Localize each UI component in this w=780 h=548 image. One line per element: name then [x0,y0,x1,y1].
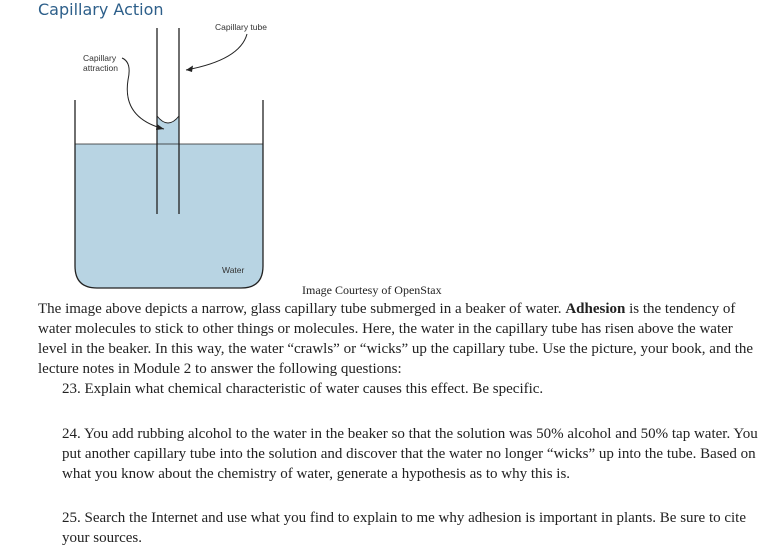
label-water: Water [222,265,245,275]
intro-text-2: is the tendency of water molecules to stick to other things or molecules. Here, the water in the capillary tube has risen above the water level in the beaker. In this way, the water “crawls” or “wicks” up the capillary tube. Use the picture, your book, and the lecture notes in Module 2 to answer the following questions: [38,301,754,377]
question-23: 23. Explain what chemical characteristic of water causes this effect. Be specific. [62,381,544,397]
capillary-diagram-svg [60,18,290,290]
intro-text-1: The image above depicts a narrow, glass capillary tube submerged in a beaker of water. [38,301,566,317]
label-capillary-attraction-2: attraction [83,63,118,73]
capillary-tube-arrowhead [186,66,193,73]
intro-paragraph [38,299,760,379]
capillary-tube-arrow [186,34,247,70]
intro-bold-term: Adhesion [565,301,626,317]
label-capillary-tube: Capillary tube [215,22,267,32]
question-24: 24. You add rubbing alcohol to the water in the beaker so that the solution was 50% alcohol and 50% tap water. You put another capillary tube into the solution and discover that the water no longer “wicks” up into the tube. Based on what you know about the chemistry of water, generate a hypothesis as to why this is. [62,426,758,482]
image-caption: Image Courtesy of OpenStax [302,283,442,297]
capillary-diagram [60,18,290,290]
label-capillary-attraction-1: Capillary [83,53,117,63]
page-title: Capillary Action [38,0,164,19]
question-25: 25. Search the Internet and use what you find to explain to me why adhesion is important in plants. Be sure to cite your sources. [62,510,747,546]
